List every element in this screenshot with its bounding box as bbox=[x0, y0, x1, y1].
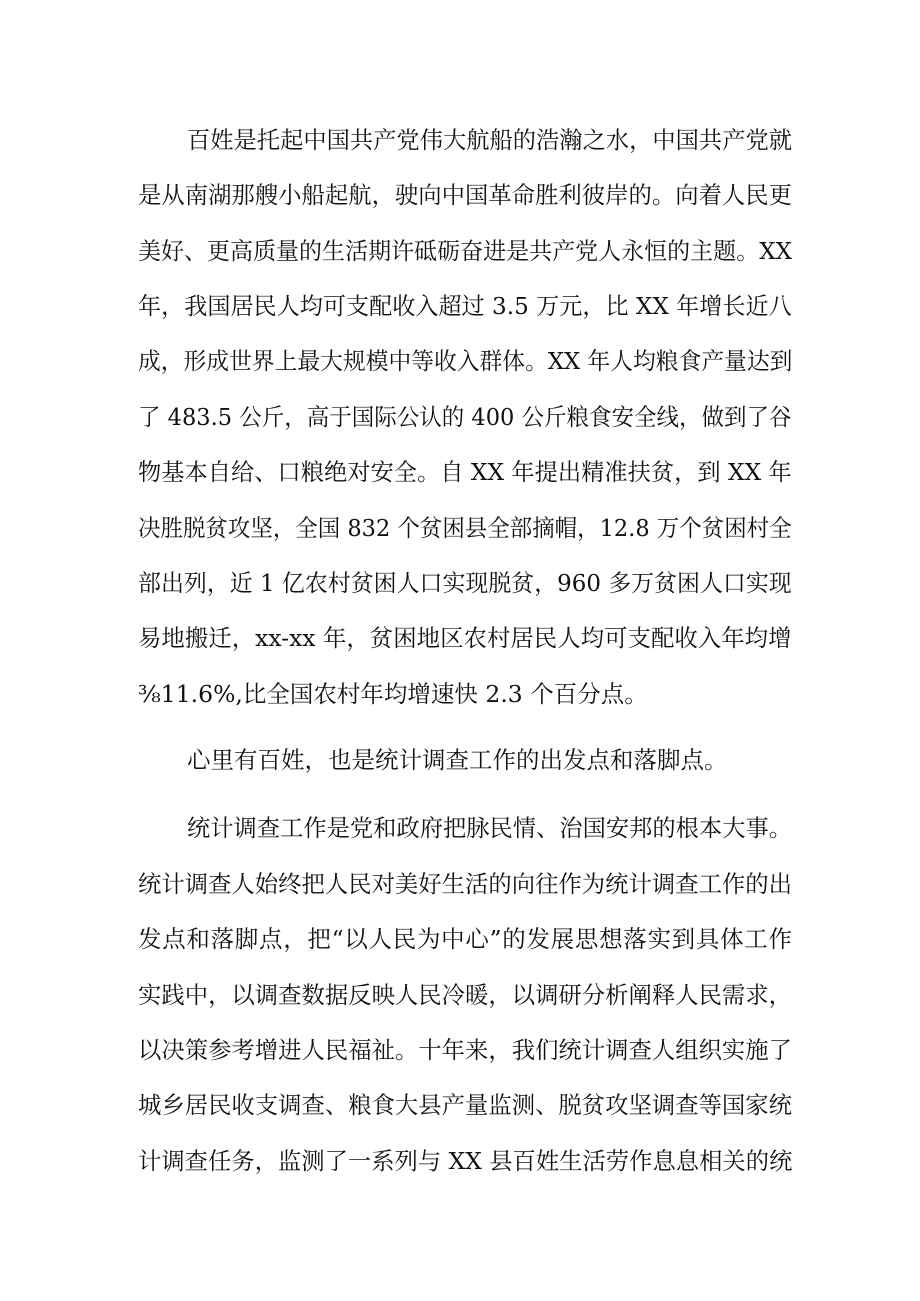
text-line: 年，我国居民人均可支配收入超过 3.5 万元，比 XX 年增长近八 bbox=[138, 292, 792, 320]
text-line: 以决策参考增进人民福祉。十年来，我们统计调查人组织实施了 bbox=[138, 1036, 792, 1064]
text-line: 了 483.5 公斤，高于国际公认的 400 公斤粮食安全线，做到了谷 bbox=[138, 403, 792, 431]
text-line: 部出列，近 1 亿农村贫困人口实现脱贫，960 多万贫困人口实现 bbox=[138, 569, 792, 597]
text-line: ⅜11.6%,比全国农村年均增速快 2.3 个百分点。 bbox=[138, 680, 648, 708]
text-line: 决胜脱贫攻坚，全国 832 个贫困县全部摘帽，12.8 万个贫困村全 bbox=[138, 514, 792, 542]
text-line: 统计调查人始终把人民对美好生活的向往作为统计调查工作的出 bbox=[138, 870, 792, 898]
text-line: 心里有百姓，也是统计调查工作的出发点和落脚点。 bbox=[187, 746, 728, 774]
text-line: 百姓是托起中国共产党伟大航船的浩瀚之水，中国共产党就 bbox=[187, 126, 792, 154]
text-line: 城乡居民收支调查、粮食大县产量监测、脱贫攻坚调查等国家统 bbox=[138, 1091, 792, 1119]
text-line: 成，形成世界上最大规模中等收入群体。XX 年人均粮食产量达到 bbox=[138, 347, 793, 375]
text-line: 易地搬迁，xx-xx 年，贫困地区农村居民人均可支配收入年均增 bbox=[138, 624, 792, 652]
text-line: 是从南湖那艘小船起航，驶向中国革命胜利彼岸的。向着人民更 bbox=[138, 181, 792, 209]
text-line: 计调查任务，监测了一系列与 XX 县百姓生活劳作息息相关的统 bbox=[138, 1147, 793, 1175]
text-line: 统计调查工作是党和政府把脉民情、治国安邦的根本大事。 bbox=[187, 814, 792, 842]
text-line: 物基本自给、口粮绝对安全。自 XX 年提出精准扶贫，到 XX 年 bbox=[138, 458, 792, 486]
text-line: 美好、更高质量的生活期许砥砺奋进是共产党人永恒的主题。XX bbox=[138, 237, 792, 265]
text-line: 实践中，以调查数据反映人民冷暖，以调研分析阐释人民需求， bbox=[138, 981, 792, 1009]
text-line: 发点和落脚点，把“以人民为中心”的发展思想落实到具体工作 bbox=[138, 925, 792, 953]
